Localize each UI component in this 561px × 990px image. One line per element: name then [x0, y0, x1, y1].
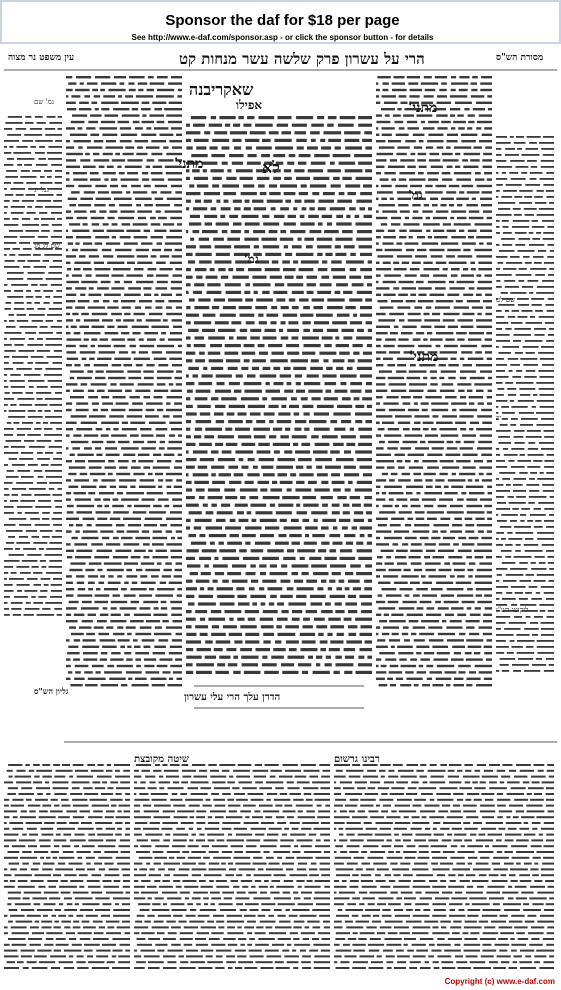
sponsor-title[interactable]: Sponsor the daf for $18 per page [165, 12, 400, 29]
margin-note: יב [496, 414, 502, 422]
gemara-caption-2: גמ' [244, 252, 259, 266]
sponsor-subtitle[interactable]: See http://www.e-daf.com/sponsor.asp - or click the sponsor button - for details [131, 33, 434, 42]
talmud-text-body [4, 46, 557, 974]
talmud-page-scan [4, 46, 557, 974]
lo-heading: לא [262, 158, 280, 177]
mishnah-caption-1: מתני' [408, 100, 438, 116]
margin-note: גמ' שם [34, 98, 54, 106]
footer [0, 976, 561, 990]
gemara-caption-1: גמ' [408, 188, 423, 202]
rabbeinu-gershom-caption: רבינו גרשום [334, 754, 380, 765]
ein-mishpat-label: עין משפט נר מצוה [8, 53, 75, 63]
shita-mekubetzet-caption: שיטה מקובצת [134, 754, 189, 765]
running-title: הרי על עשרון פרק שלשה עשר מנחות קט [179, 50, 425, 68]
afilu-heading: אפילו [236, 98, 263, 112]
margin-note: גמ' יג [34, 186, 49, 194]
sheakrivna-heading: שאקריבנה [189, 80, 254, 99]
margin-note: שם לג מג [34, 242, 60, 250]
mishnah-caption-3: מתני' [409, 349, 439, 365]
masoret-label: מסורת הש"ס [496, 53, 544, 63]
hadran-caption: הדרן עלך הרי עלי עשרון [184, 692, 281, 703]
gilyon-caption: גליון הש"ס [34, 686, 69, 696]
margin-note: שם לט [496, 296, 516, 304]
sponsor-banner[interactable] [0, 0, 561, 44]
copyright-link[interactable]: Copyright (c) www.e-daf.com [444, 977, 555, 986]
mishnah-caption-2: מתני' [174, 156, 204, 172]
margin-note: ליקוטי רש"י [496, 606, 529, 614]
